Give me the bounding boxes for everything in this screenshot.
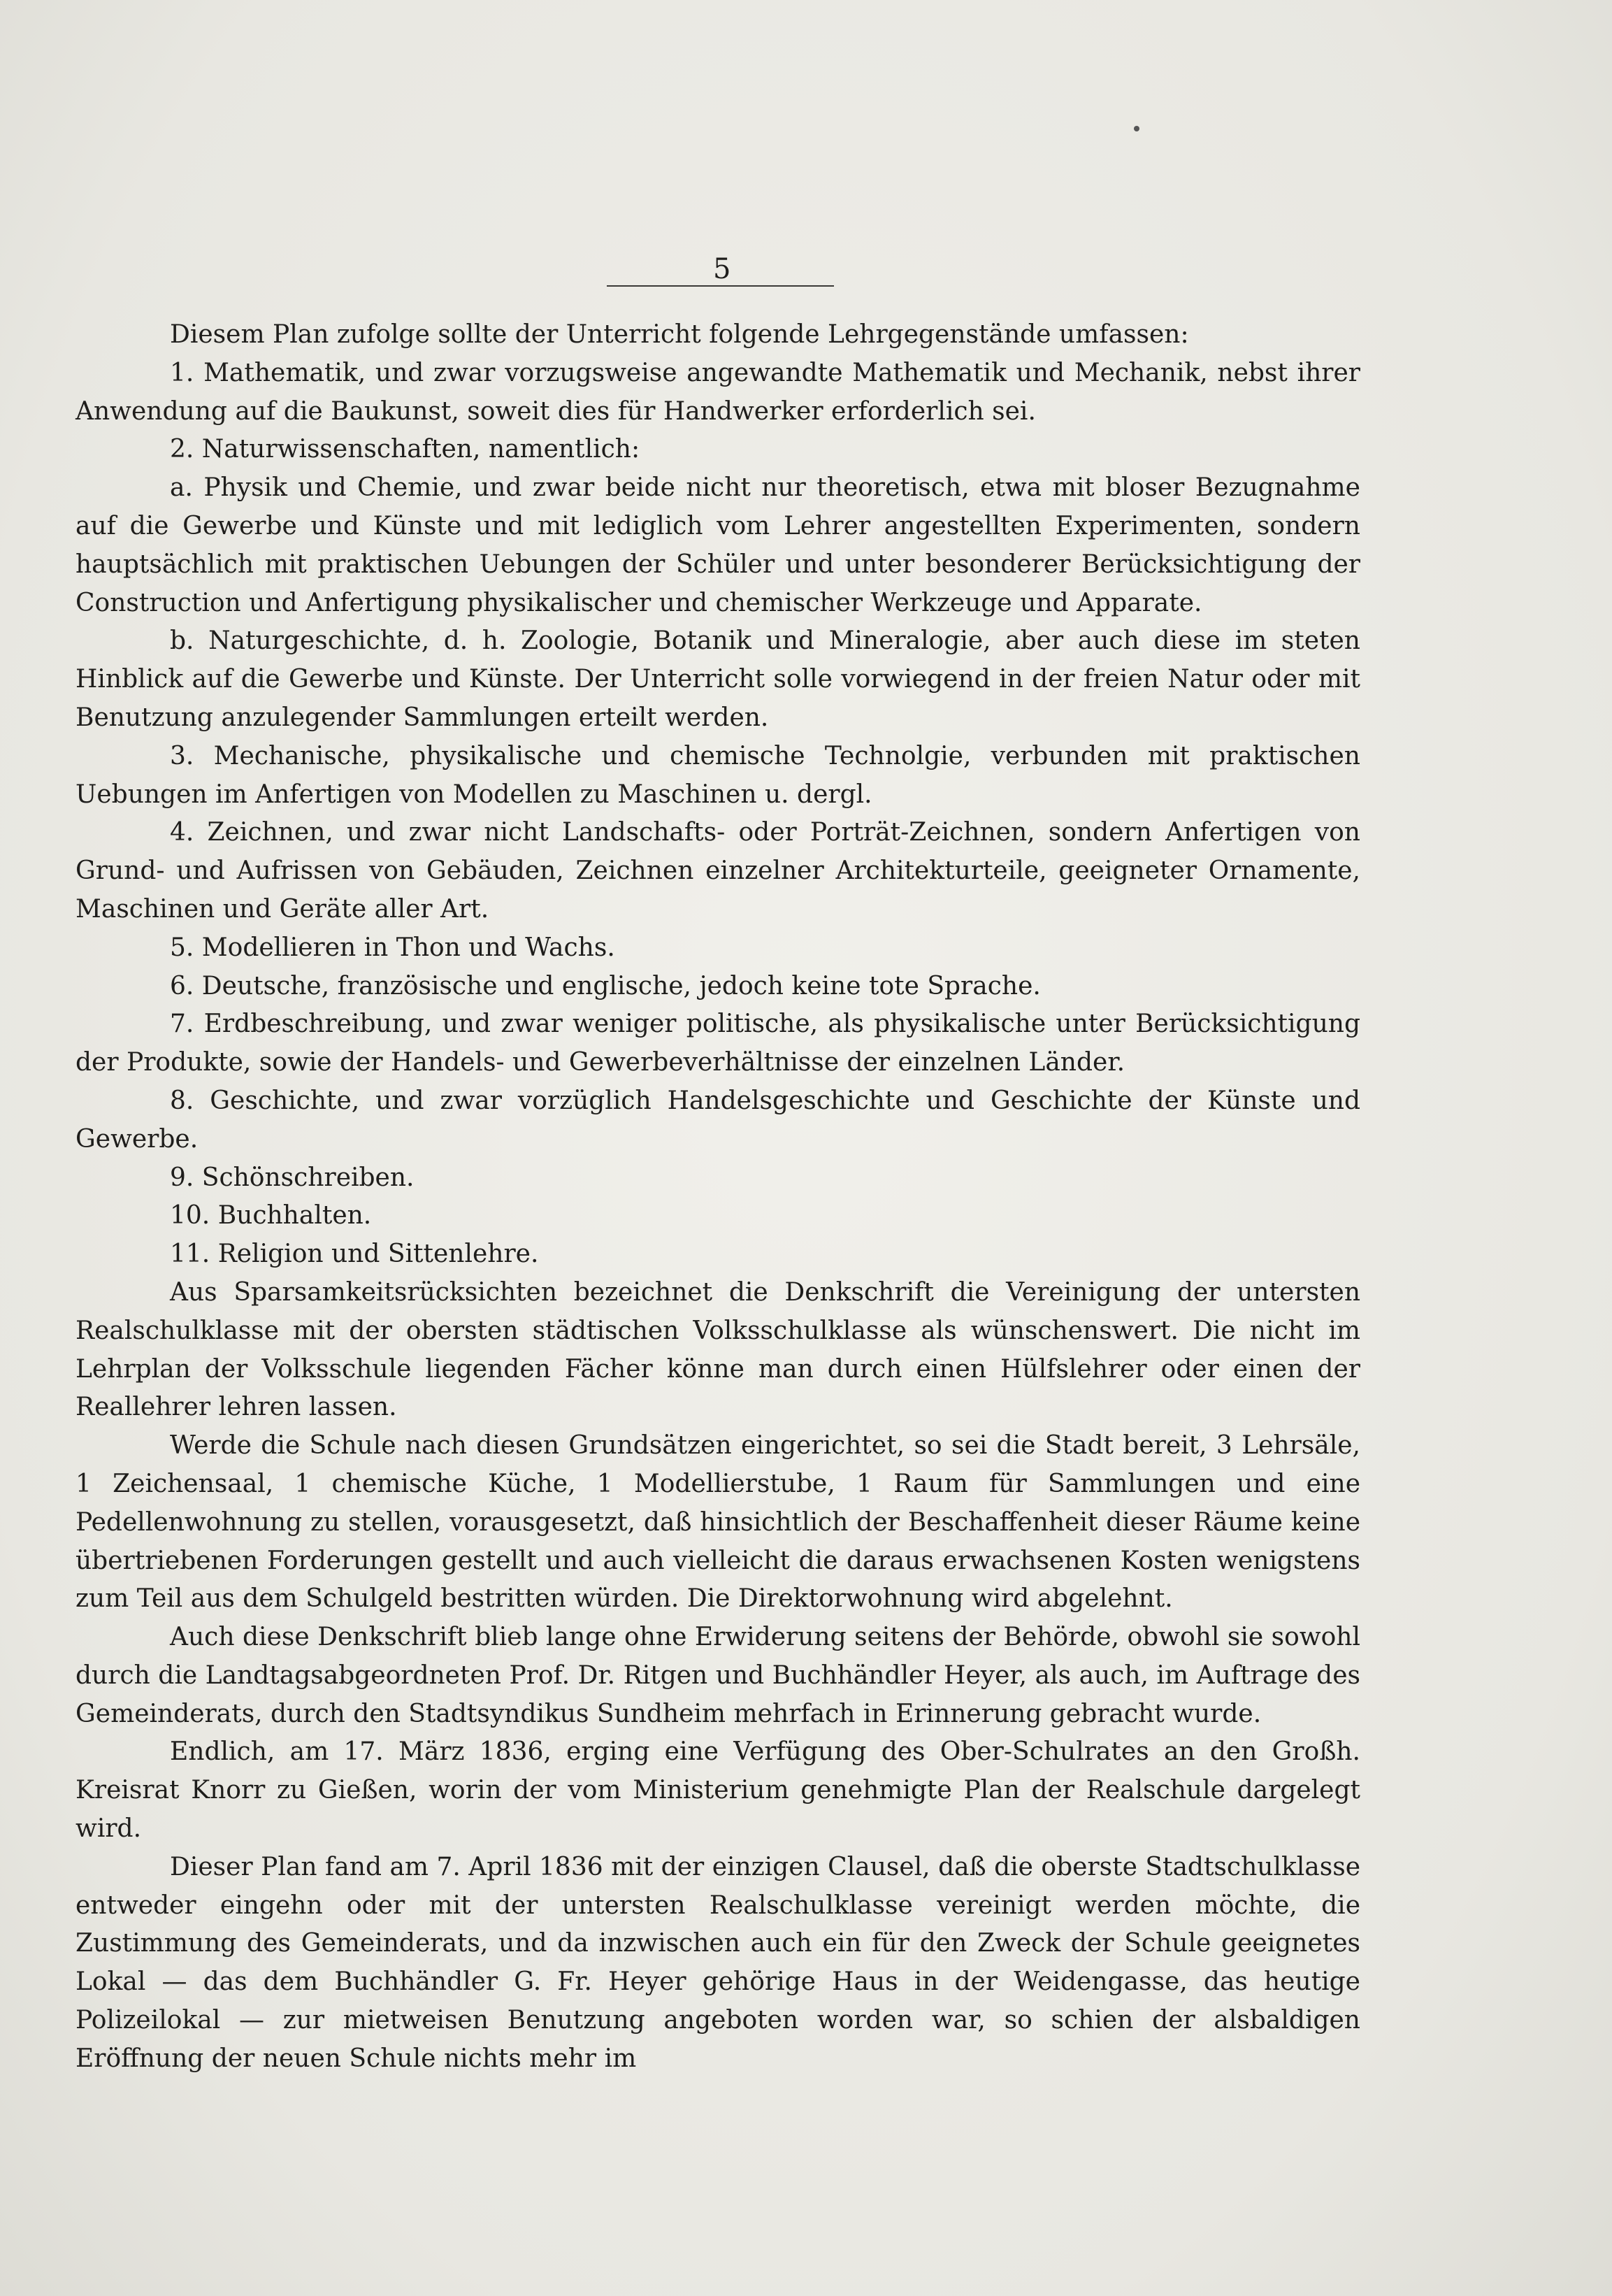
paragraph-verfuegung: Endlich, am 17. März 1836, erging eine Verfügung des Ober-Schulrates an den Großh. Kreisrat Knorr zu Gießen, worin der vom Ministerium genehmigte Plan der Realschule dargelegt wird.: [75, 1737, 1360, 1844]
list-item-sprachen: 6. Deutsche, französische und englische, jedoch keine tote Sprache.: [170, 971, 1041, 1000]
list-item-physik-chemie: a. Physik und Chemie, und zwar beide nicht nur theoretisch, etwa mit bloser Bezugnahme auf die Gewerbe und Künste und mit lediglich vom Lehrer angestellten Experimenten, sondern hauptsächlich mit praktischen Uebungen der Schüler und unter besonderer Berücksichtigung der Construction und Anfertigung physikalischer und chemischer Werkzeuge und Apparate.: [75, 473, 1360, 617]
list-item-zeichnen: 4. Zeichnen, und zwar nicht Landschafts- oder Porträt-Zeichnen, sondern Anfertigen von Grund- und Aufrissen von Gebäuden, Zeichnen einzelner Architekturteile, geeigneter Ornamente, Maschinen und Geräte aller Art.: [75, 818, 1360, 924]
paragraph-denkschrift: Auch diese Denkschrift blieb lange ohne Erwiderung seitens der Behörde, obwohl sie sowohl durch die Landtagsabgeordneten Prof. Dr. Ritgen und Buchhändler Heyer, als auch, im Auftrage des Gemeinderats, durch den Stadtsyndikus Sundheim mehrfach in Erinnerung gebracht wurde.: [75, 1623, 1360, 1728]
list-item-mathematik: 1. Mathematik, und zwar vorzugsweise angewandte Mathematik und Mechanik, nebst ihrer Anwendung auf die Baukunst, soweit dies für Handwerker erforderlich sei.: [75, 358, 1360, 426]
paragraph-intro: Diesem Plan zufolge sollte der Unterricht folgende Lehrgegenstände umfassen:: [170, 320, 1189, 349]
list-item-erdbeschreibung: 7. Erdbeschreibung, und zwar weniger politische, als physikalische unter Berücksichtigung der Produkte, sowie der Handels- und Gewerbeverhältnisse der einzelnen Länder.: [75, 1010, 1360, 1077]
page-number: 5: [713, 253, 731, 285]
list-item-buchhalten: 10. Buchhalten.: [170, 1201, 372, 1230]
list-item-geschichte: 8. Geschichte, und zwar vorzüglich Handelsgeschichte und Geschichte der Künste und Gewerbe.: [75, 1086, 1360, 1154]
list-item-modellieren: 5. Modellieren in Thon und Wachs.: [170, 933, 615, 962]
list-item-schoenschreiben: 9. Schönschreiben.: [170, 1163, 415, 1192]
paragraph-sparsamkeit: Aus Sparsamkeitsrücksichten bezeichnet die Denkschrift die Vereinigung der untersten Realschulklasse mit der obersten städtischen Volksschulklasse als wünschenswert. Die nicht im Lehrplan der Volksschule liegenden Fächer könne man durch einen Hülfslehrer oder einen der Reallehrer lehren lassen.: [75, 1277, 1360, 1422]
paragraph-grundsaetze: Werde die Schule nach diesen Grundsätzen eingerichtet, so sei die Stadt bereit, 3 Lehrsäle, 1 Zeichensaal, 1 chemische Küche, 1 Modellierstube, 1 Raum für Sammlungen und eine Pedellenwohnung zu stellen, vorausgesetzt, daß hinsichtlich der Beschaffenheit dieser Räume keine übertriebenen Forderungen gestellt und auch vielleicht die daraus erwachsenen Kosten wenigstens zum Teil aus dem Schulgeld bestritten würden. Die Direktorwohnung wird abgelehnt.: [75, 1431, 1360, 1614]
header-rule: [607, 285, 834, 287]
list-item-naturwissenschaften: 2. Naturwissenschaften, namentlich:: [170, 435, 640, 464]
body-text: [75, 316, 1360, 2079]
list-item-technologie: 3. Mechanische, physikalische und chemische Technolgie, verbunden mit praktischen Uebungen im Anfertigen von Modellen zu Maschinen u. dergl.: [75, 741, 1360, 809]
ink-speck: [1134, 126, 1139, 131]
list-item-naturgeschichte: b. Naturgeschichte, d. h. Zoologie, Botanik und Mineralogie, aber auch diese im steten Hinblick auf die Gewerbe und Künste. Der Unterricht solle vorwiegend in der freien Natur oder mit Benutzung anzulegender Sammlungen erteilt werden.: [75, 626, 1360, 732]
paragraph-plan-april: Dieser Plan fand am 7. April 1836 mit der einzigen Clausel, daß die oberste Stadtschulklasse entweder eingehn oder mit der untersten Realschulklasse vereinigt werden möchte, die Zustimmung des Gemeinderats, und da inzwischen auch ein für den Zweck der Schule geeignetes Lokal — das dem Buchhändler G. Fr. Heyer gehörige Haus in der Weidengasse, das heutige Polizeilokal — zur mietweisen Benutzung angeboten worden war, so schien der alsbaldigen Eröffnung der neuen Schule nichts mehr im: [75, 1852, 1360, 2073]
list-item-religion: 11. Religion und Sittenlehre.: [170, 1240, 539, 1269]
